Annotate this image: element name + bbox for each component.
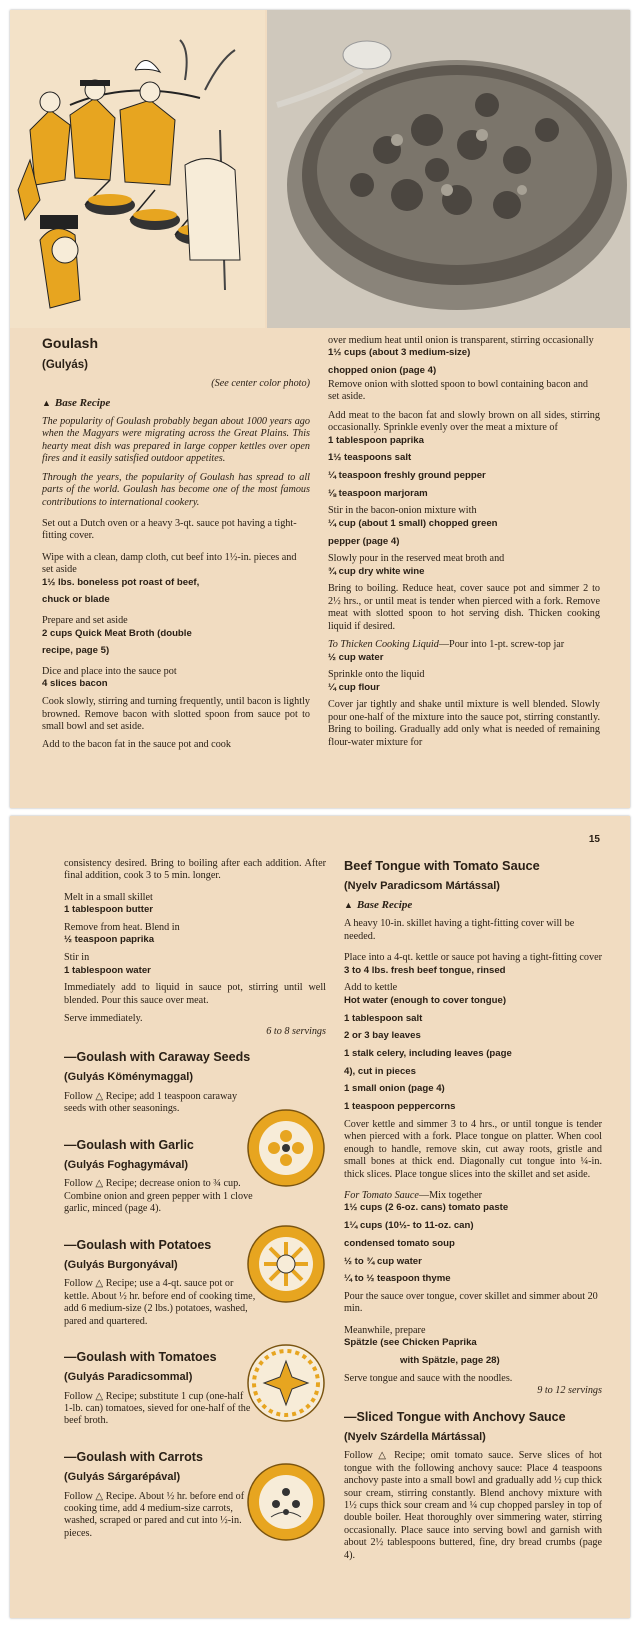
decorative-plate-icon [246, 1462, 326, 1542]
servings: 6 to 8 servings [266, 1025, 326, 1037]
variation-subtitle: (Gulyás Paradicsommal) [64, 1371, 193, 1384]
decorative-plate-icon [246, 1224, 326, 1304]
step-text: Dice and place into the sauce pot [42, 666, 177, 677]
step-text: consistency desired. Bring to boiling after each addition. After final addition, cook 3 to 5 min. longer. [64, 858, 326, 882]
step-text: Serve immediately. [64, 1013, 143, 1025]
ingredient: with Spätzle, page 28) [400, 1354, 500, 1366]
ingredient: 1½ teaspoons salt [328, 452, 412, 464]
servings: 9 to 12 servings [537, 1385, 602, 1397]
triangle-icon: ▲ [42, 397, 51, 408]
variation-text: Follow △ Recipe. About ½ hr. before end of cooking time, add 4 medium-size carrots, washed, scraped or pared and cut into ½-in. pieces. [64, 1490, 245, 1539]
ingredient: Spätzle (see Chicken Paprika [344, 1337, 477, 1349]
step-text: Bring to boiling. Reduce heat, cover sauce pot and simmer 2 to 2½ hrs., or until meat is tender when pierced with a fork. Remove meat with slotted spoon to hot serving dish. Thicken cooking liquid if desired. [328, 583, 600, 632]
step-text: Serve tongue and sauce with the noodles. [344, 1372, 513, 1384]
ingredient: 1½ cups (2 6-oz. cans) tomato paste [344, 1202, 509, 1214]
variation-text: Follow △ Recipe; decrease onion to ¾ cup. Combine onion and green pepper with 1 clove garlic, minced (page 4). [64, 1178, 253, 1215]
ingredient: ¾ cup dry white wine [328, 565, 425, 577]
goulash-right-column [328, 335, 600, 755]
variation-text: Follow △ Recipe; omit tomato sauce. Serve slices of hot tongue with the following anchovy sauce: Place 4 teaspoons anchovy paste into a small bowl and gradually add ½ cup thick sour cream, stirring constantly. Blend anchovy mixture with 1½ cups thick sour cream and ¼ cup chopped parsley in top of double boiler. Heat thoroughly over simmering water, stirring occasionally. Place sauce into serving bowl and garnish with about 2½ tablespoons buttered, fine, dry bread crumbs (page 4). [344, 1450, 602, 1561]
step-text: Remove from heat. Blend in [64, 922, 180, 934]
variation-subtitle: (Nyelv Szárdella Mártással) [344, 1430, 486, 1443]
ingredient: chuck or blade [42, 594, 110, 606]
step-text: Pour the sauce over tongue, cover skillet and simmer about 20 min. [344, 1290, 598, 1315]
step-text: Meanwhile, prepare [344, 1324, 426, 1336]
ingredient: 1 small onion (page 4) [344, 1083, 445, 1095]
ingredient: chopped onion (page 4) [328, 365, 437, 377]
step-text: Slowly pour in the reserved meat broth and [328, 553, 505, 565]
tongue-title: Beef Tongue with Tomato Sauce [344, 858, 540, 873]
step-text: Add meat to the bacon fat and slowly brown on all sides, stirring occasionally. Sprinkle evenly over the meat a mixture of [328, 409, 600, 434]
step-text: Cover kettle and simmer 3 to 4 hrs., or until tongue is tender when pierced with a fork. Place tongue on platter. When cool enough to handle, remove skin, cut away roots, gristle and small bones at thick end. Diagonally cut tongue into ¼-in. thick slices. Place tongue slices into the skillet and set aside. [344, 1118, 602, 1180]
step-text: Wipe with a clean, damp cloth, cut beef into 1½-in. pieces and set aside [42, 551, 297, 576]
ingredient: 2 cups Quick Meat Broth (double [42, 627, 192, 639]
ingredient: ½ to ¾ cup water [344, 1255, 422, 1267]
ingredient: 1¼ cups (10½- to 11-oz. can) [344, 1220, 474, 1232]
variation-title: —Goulash with Tomatoes [64, 1349, 217, 1364]
step-text: over medium heat until onion is transparent, stirring occasionally [328, 335, 594, 346]
ingredient: ¼ cup (about 1 small) chopped green [328, 517, 498, 529]
ingredient: ¼ to ½ teaspoon thyme [344, 1273, 451, 1285]
ingredient: 1 teaspoon peppercorns [344, 1101, 456, 1113]
decorative-plate-icon [246, 1108, 326, 1188]
cookbook-page-top [10, 10, 630, 808]
step-text: —Pour into 1-pt. screw-top jar [438, 639, 565, 651]
step-text: Melt in a small skillet [64, 891, 153, 903]
base-recipe-text: Base Recipe [54, 396, 111, 409]
step-text: Stir in [64, 952, 90, 964]
ingredient: 3 to 4 lbs. fresh beef tongue, rinsed [344, 964, 506, 976]
goulash-subtitle: (Gulyás) [42, 359, 89, 372]
variation-title: —Goulash with Garlic [64, 1137, 194, 1152]
variation-title: —Goulash with Carrots [64, 1449, 203, 1464]
ingredient: 1½ lbs. boneless pot roast of beef, [42, 576, 200, 588]
ingredient: 1 tablespoon water [64, 964, 151, 976]
cookbook-page-bottom [10, 816, 630, 1618]
step-text: Place into a 4-qt. kettle or sauce pot having a tight-fitting cover [344, 952, 603, 964]
tongue-column [344, 858, 602, 1568]
ingredient: 1 tablespoon salt [344, 1012, 423, 1024]
variation-subtitle: (Gulyás Köménymaggal) [64, 1071, 193, 1084]
intro-paragraph-2: Through the years, the popularity of Goulash has spread to all parts of the world. Goulash has become one of the most famous contributions to international cookery. [42, 471, 310, 508]
variation-title: —Sliced Tongue with Anchovy Sauce [344, 1409, 566, 1424]
page-number: 15 [588, 834, 600, 845]
triangle-icon: ▲ [344, 900, 353, 911]
goulash-photo [267, 10, 630, 328]
variation-subtitle: (Gulyás Foghagymával) [64, 1158, 189, 1171]
ingredient: ⅛ teaspoon marjoram [328, 487, 428, 499]
sauce-label: For Tomato Sauce [344, 1189, 419, 1201]
ingredient: 4 slices bacon [42, 678, 108, 690]
ingredient: ½ teaspoon paprika [64, 934, 155, 946]
variation-text: Follow △ Recipe; add 1 teaspoon caraway seeds with other seasonings. [64, 1090, 238, 1115]
ingredient: 1 tablespoon butter [64, 904, 154, 916]
intro-paragraph-1: The popularity of Goulash probably began about 1000 years ago when the Magyars were migrating across the Great Plains. This hearty meat dish was prepared in large copper kettles over open fires and it easily satisfied outdoor appetites. [42, 415, 310, 465]
variations-column [64, 858, 326, 1546]
ingredient: recipe, page 5) [42, 645, 110, 657]
variation-text: Follow △ Recipe; substitute 1 cup (one-half 1-lb. can) tomatoes, sieved for one-half of the beef broth. [64, 1390, 251, 1427]
step-text: Immediately add to liquid in sauce pot, stirring until well blended. Pour this sauce over meat. [64, 982, 326, 1006]
variation-title: —Goulash with Caraway Seeds [64, 1050, 251, 1065]
step-text: Set out a Dutch oven or a heavy 3-qt. sauce pot having a tight-fitting cover. [42, 518, 297, 542]
ingredient: 2 or 3 bay leaves [344, 1030, 421, 1042]
tongue-subtitle: (Nyelv Paradicsom Mártással) [344, 879, 500, 892]
ingredient: 1 tablespoon paprika [328, 434, 424, 446]
step-text: Sprinkle onto the liquid [328, 669, 425, 681]
thicken-label: To Thicken Cooking Liquid [328, 639, 439, 651]
ingredient: condensed tomato soup [344, 1237, 455, 1249]
variation-text: Follow △ Recipe; use a 4-qt. sauce pot or kettle. About ½ hr. before end of cooking time, add 6 medium-size (2 lbs.) potatoes, washed, pared and quartered. [64, 1278, 256, 1327]
goulash-left-column [42, 335, 310, 758]
variation-subtitle: (Gulyás Sárgarépával) [64, 1471, 181, 1484]
ingredient: ¼ cup flour [328, 681, 380, 693]
photo-note: (See center color photo) [211, 378, 310, 390]
step-text: Prepare and set aside [42, 615, 128, 627]
decorative-plate-icon [246, 1343, 326, 1423]
ingredient: Hot water (enough to cover tongue) [344, 994, 507, 1006]
step-text: Cover jar tightly and shake until mixture is well blended. Slowly pour one-half of the mixture into the sauce pot, stirring constantly. Bring to boiling. Gradually add only what is needed of remaining flour-water mixture for [328, 699, 600, 748]
ingredient: 1 stalk celery, including leaves (page [344, 1047, 512, 1059]
step-text: A heavy 10-in. skillet having a tight-fitting cover will be needed. [344, 918, 575, 942]
villagers-illustration [10, 10, 265, 328]
ingredient: pepper (page 4) [328, 535, 400, 547]
base-recipe-label [42, 397, 310, 410]
ingredient: 4), cut in pieces [344, 1065, 416, 1077]
variation-subtitle: (Gulyás Burgonyával) [64, 1258, 178, 1271]
ingredient: 1½ cups (about 3 medium-size) [328, 347, 471, 359]
base-recipe-label [344, 899, 602, 912]
step-text: Cook slowly, stirring and turning frequently, until bacon is lightly browned. Remove bacon with slotted spoon from sauce pot to small bowl and set aside. [42, 696, 310, 733]
ingredient: ¼ teaspoon freshly ground pepper [328, 470, 486, 481]
step-text: Add to kettle [344, 982, 398, 994]
base-recipe-text: Base Recipe [356, 899, 413, 912]
variation-title: —Goulash with Potatoes [64, 1237, 212, 1252]
step-text: —Mix together [418, 1189, 483, 1201]
ingredient: ½ cup water [328, 651, 384, 663]
step-text: Remove onion with slotted spoon to bowl containing bacon and set aside. [328, 378, 589, 403]
step-text: Stir in the bacon-onion mixture with [328, 505, 477, 517]
step-text: Add to the bacon fat in the sauce pot and cook [42, 739, 231, 751]
goulash-title: Goulash [42, 335, 99, 351]
